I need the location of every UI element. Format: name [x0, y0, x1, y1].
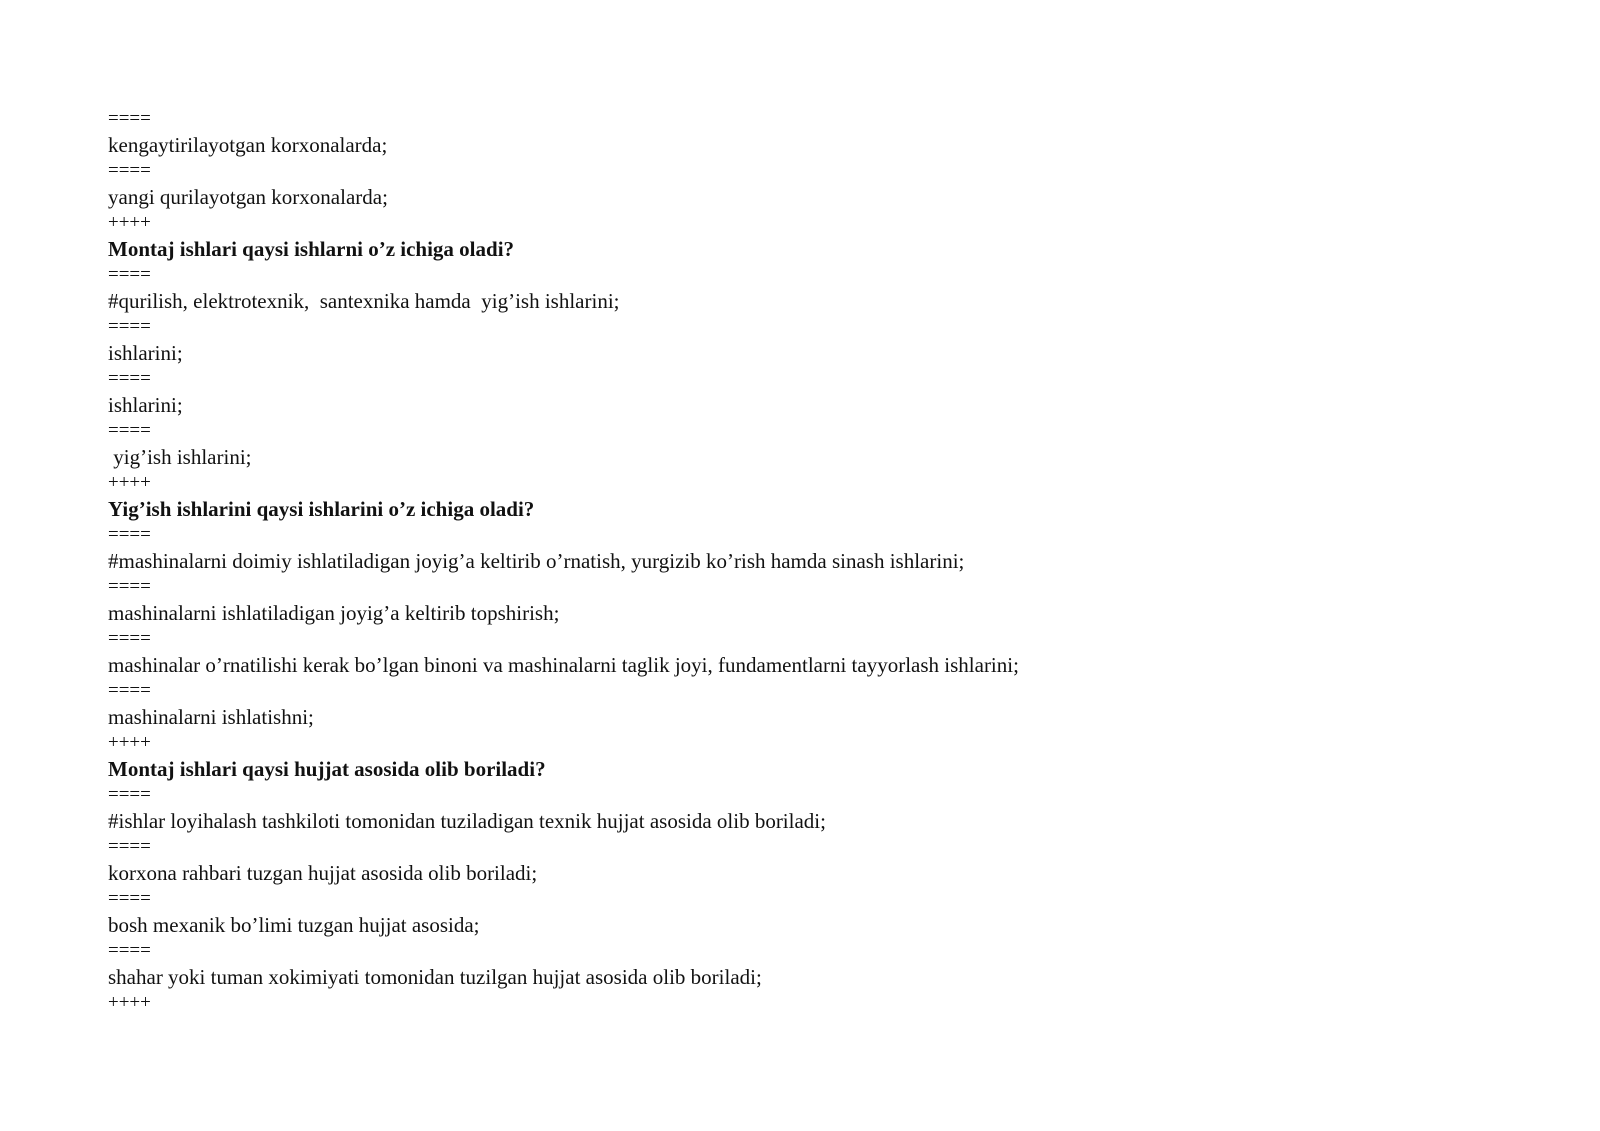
separator-line: ====	[108, 940, 151, 961]
separator-line: ====	[108, 108, 151, 129]
answer-option: korxona rahbari tuzgan hujjat asosida olib boriladi;	[108, 861, 538, 885]
separator-line: ====	[108, 264, 151, 285]
answer-option: shahar yoki tuman xokimiyati tomonidan tuzilgan hujjat asosida olib boriladi;	[108, 965, 762, 989]
question-separator: ++++	[108, 212, 151, 233]
separator-line: ====	[108, 680, 151, 701]
separator-line: ====	[108, 160, 151, 181]
separator-line: ====	[108, 836, 151, 857]
answer-option: ishlarini;	[108, 341, 183, 365]
answer-option: kengaytirilayotgan korxonalarda;	[108, 133, 388, 157]
separator-line: ====	[108, 524, 151, 545]
answer-option: mashinalarni ishlatiladigan joyig’a keltirib topshirish;	[108, 601, 560, 625]
question-separator: ++++	[108, 472, 151, 493]
separator-line: ====	[108, 576, 151, 597]
separator-line: ====	[108, 368, 151, 389]
question-separator: ++++	[108, 732, 151, 753]
separator-line: ====	[108, 784, 151, 805]
correct-answer-option: #ishlar loyihalash tashkiloti tomonidan tuziladigan texnik hujjat asosida olib boriladi;	[108, 809, 826, 833]
question-heading: Montaj ishlari qaysi hujjat asosida olib boriladi?	[108, 757, 546, 781]
separator-line: ====	[108, 420, 151, 441]
answer-option: mashinalar o’rnatilishi kerak bo’lgan binoni va mashinalarni taglik joyi, fundamentlarni tayyorlash ishlarini;	[108, 653, 1019, 677]
separator-line: ====	[108, 888, 151, 909]
question-heading: Montaj ishlari qaysi ishlarni o’z ichiga oladi?	[108, 237, 515, 261]
answer-option: mashinalarni ishlatishni;	[108, 705, 314, 729]
correct-answer-option: #mashinalarni doimiy ishlatiladigan joyig’a keltirib o’rnatish, yurgizib ko’rish hamda sinash ishlarini;	[108, 549, 965, 573]
separator-line: ====	[108, 628, 151, 649]
answer-option: ishlarini;	[108, 393, 183, 417]
question-separator: ++++	[108, 992, 151, 1013]
question-heading: Yig’ish ishlarini qaysi ishlarini o’z ichiga oladi?	[108, 497, 535, 521]
test-question-list	[108, 107, 1508, 1015]
separator-line: ====	[108, 316, 151, 337]
correct-answer-option: #qurilish, elektrotexnik, santexnika hamda yig’ish ishlarini;	[108, 289, 620, 313]
answer-option: yig’ish ishlarini;	[108, 445, 252, 469]
answer-option: yangi qurilayotgan korxonalarda;	[108, 185, 388, 209]
answer-option: bosh mexanik bo’limi tuzgan hujjat asosida;	[108, 913, 480, 937]
